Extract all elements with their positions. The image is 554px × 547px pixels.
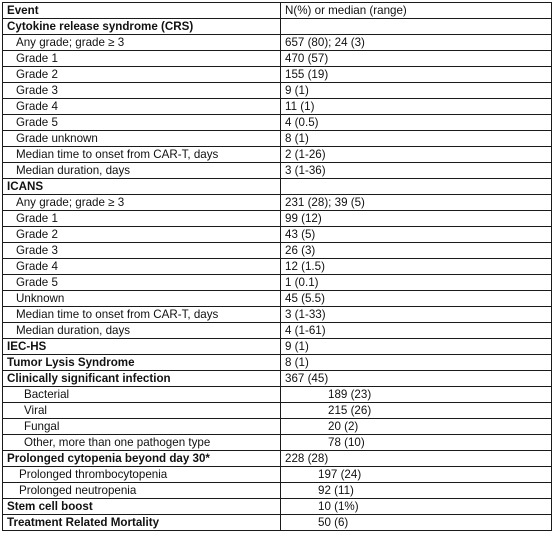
event-cell: Stem cell boost	[3, 499, 281, 515]
event-cell: Fungal	[3, 419, 281, 435]
table-row	[3, 227, 552, 243]
table-section-row	[3, 19, 552, 35]
event-cell: Prolonged neutropenia	[3, 483, 281, 499]
table-row	[3, 467, 552, 483]
event-cell: ICANS	[3, 179, 281, 195]
value-cell: 9 (1)	[281, 339, 552, 355]
value-cell: 12 (1.5)	[281, 259, 552, 275]
event-cell: Median duration, days	[3, 323, 281, 339]
value-cell	[281, 179, 552, 195]
table-row	[3, 195, 552, 211]
table-section-row	[3, 339, 552, 355]
table-row	[3, 163, 552, 179]
value-cell: 367 (45)	[281, 371, 552, 387]
event-cell: Treatment Related Mortality	[3, 515, 281, 531]
table-section-row	[3, 371, 552, 387]
event-cell: Grade 2	[3, 67, 281, 83]
value-cell: 4 (0.5)	[281, 115, 552, 131]
header-event: Event	[3, 3, 281, 19]
table-row	[3, 51, 552, 67]
value-cell	[281, 19, 552, 35]
event-cell: Tumor Lysis Syndrome	[3, 355, 281, 371]
table-row	[3, 35, 552, 51]
table-row	[3, 67, 552, 83]
table-row	[3, 243, 552, 259]
event-cell: Median duration, days	[3, 163, 281, 179]
event-cell: Cytokine release syndrome (CRS)	[3, 19, 281, 35]
table-section-row	[3, 499, 552, 515]
value-cell: 9 (1)	[281, 83, 552, 99]
event-cell: Prolonged thrombocytopenia	[3, 467, 281, 483]
table-header-row	[3, 3, 552, 19]
table-row	[3, 275, 552, 291]
value-cell: 3 (1-33)	[281, 307, 552, 323]
table-row	[3, 307, 552, 323]
header-value: N(%) or median (range)	[281, 3, 552, 19]
value-cell: 215 (26)	[281, 403, 552, 419]
value-cell: 11 (1)	[281, 99, 552, 115]
value-cell: 26 (3)	[281, 243, 552, 259]
event-cell: Grade 1	[3, 51, 281, 67]
event-cell: Any grade; grade ≥ 3	[3, 35, 281, 51]
value-cell: 2 (1-26)	[281, 147, 552, 163]
value-cell: 10 (1%)	[281, 499, 552, 515]
event-cell: Grade 2	[3, 227, 281, 243]
event-cell: Grade 3	[3, 83, 281, 99]
table-row	[3, 483, 552, 499]
table-section-row	[3, 179, 552, 195]
table-body	[3, 3, 552, 531]
value-cell: 470 (57)	[281, 51, 552, 67]
table-section-row	[3, 451, 552, 467]
table-section-row	[3, 515, 552, 531]
value-cell: 3 (1-36)	[281, 163, 552, 179]
event-cell: Viral	[3, 403, 281, 419]
table-row	[3, 403, 552, 419]
value-cell: 43 (5)	[281, 227, 552, 243]
event-cell: Median time to onset from CAR-T, days	[3, 147, 281, 163]
table-row	[3, 419, 552, 435]
adverse-events-table	[2, 2, 552, 531]
value-cell: 50 (6)	[281, 515, 552, 531]
event-cell: Grade 5	[3, 275, 281, 291]
table-row	[3, 291, 552, 307]
event-cell: Grade 3	[3, 243, 281, 259]
value-cell: 4 (1-61)	[281, 323, 552, 339]
value-cell: 45 (5.5)	[281, 291, 552, 307]
adverse-events-table-container	[2, 2, 551, 531]
event-cell: IEC-HS	[3, 339, 281, 355]
value-cell: 92 (11)	[281, 483, 552, 499]
event-cell: Grade 4	[3, 259, 281, 275]
event-cell: Grade 5	[3, 115, 281, 131]
table-row	[3, 147, 552, 163]
table-row	[3, 83, 552, 99]
table-row	[3, 99, 552, 115]
event-cell: Prolonged cytopenia beyond day 30*	[3, 451, 281, 467]
event-cell: Grade unknown	[3, 131, 281, 147]
event-cell: Grade 4	[3, 99, 281, 115]
value-cell: 99 (12)	[281, 211, 552, 227]
value-cell: 231 (28); 39 (5)	[281, 195, 552, 211]
event-cell: Bacterial	[3, 387, 281, 403]
event-cell: Median time to onset from CAR-T, days	[3, 307, 281, 323]
value-cell: 20 (2)	[281, 419, 552, 435]
table-row	[3, 131, 552, 147]
value-cell: 8 (1)	[281, 355, 552, 371]
value-cell: 1 (0.1)	[281, 275, 552, 291]
value-cell: 228 (28)	[281, 451, 552, 467]
event-cell: Other, more than one pathogen type	[3, 435, 281, 451]
value-cell: 78 (10)	[281, 435, 552, 451]
table-section-row	[3, 355, 552, 371]
table-row	[3, 259, 552, 275]
table-row	[3, 211, 552, 227]
event-cell: Unknown	[3, 291, 281, 307]
value-cell: 189 (23)	[281, 387, 552, 403]
value-cell: 8 (1)	[281, 131, 552, 147]
value-cell: 155 (19)	[281, 67, 552, 83]
table-row	[3, 387, 552, 403]
table-row	[3, 323, 552, 339]
event-cell: Grade 1	[3, 211, 281, 227]
table-row	[3, 435, 552, 451]
value-cell: 657 (80); 24 (3)	[281, 35, 552, 51]
table-row	[3, 115, 552, 131]
value-cell: 197 (24)	[281, 467, 552, 483]
event-cell: Clinically significant infection	[3, 371, 281, 387]
event-cell: Any grade; grade ≥ 3	[3, 195, 281, 211]
